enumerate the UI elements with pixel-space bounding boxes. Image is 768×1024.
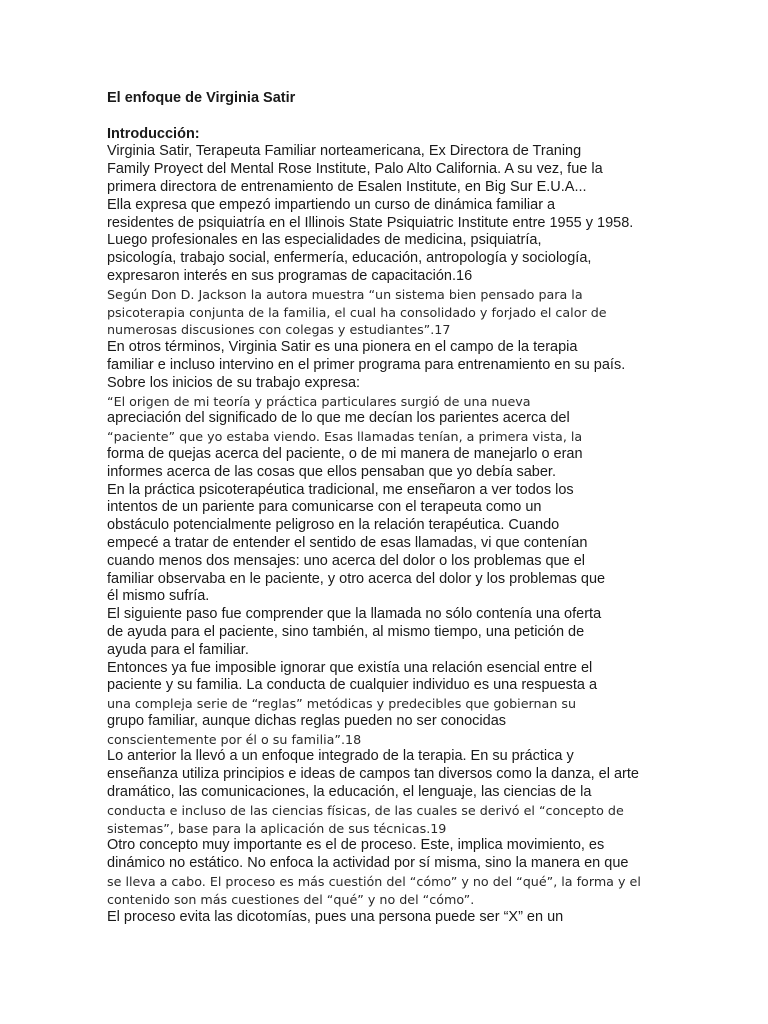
text-line: Entonces ya fue imposible ignorar que existía una relación esencial entre el xyxy=(107,659,593,676)
text-line: conducta e incluso de las ciencias físicas, de las cuales se derivó el “concepto de xyxy=(107,802,624,818)
text-line: empecé a tratar de entender el sentido de esas llamadas, vi que contenían xyxy=(107,534,588,551)
text-line: familiar e incluso intervino en el primer programa para entrenamiento en su país. xyxy=(107,356,626,373)
text-line: psicoterapia conjunta de la familia, el cual ha consolidado y forjado el calor de xyxy=(107,304,607,320)
document-page xyxy=(107,90,707,926)
text-line: Según Don D. Jackson la autora muestra “un sistema bien pensado para la xyxy=(107,286,583,302)
text-line: dinámico no estático. No enfoca la actividad por sí misma, sino la manera en que xyxy=(107,855,629,872)
text-line: forma de quejas acerca del paciente, o de mi manera de manejarlo o eran xyxy=(107,445,583,462)
text-line: Sobre los inicios de su trabajo expresa: xyxy=(107,374,361,391)
text-line: una compleja serie de “reglas” metódicas y predecibles que gobiernan su xyxy=(107,696,577,712)
section-heading: Introducción: xyxy=(107,125,200,142)
text-line: residentes de psiquiatría en el Illinois State Psiquiatric Institute entre 1955 y 1958. xyxy=(107,214,634,231)
text-line: de ayuda para el paciente, sino también, al mismo tiempo, una petición de xyxy=(107,623,585,640)
text-line: conscientemente por él o su familia”.18 xyxy=(107,731,362,747)
text-line: informes acerca de las cosas que ellos pensaban que yo debía saber. xyxy=(107,463,556,480)
text-line: grupo familiar, aunque dichas reglas pueden no ser conocidas xyxy=(107,712,507,729)
text-line: El proceso evita las dicotomías, pues una persona puede ser “X” en un xyxy=(107,908,564,925)
text-line: intentos de un pariente para comunicarse con el terapeuta como un xyxy=(107,499,542,516)
text-line: dramático, las comunicaciones, la educación, el lenguaje, las ciencias de la xyxy=(107,784,592,801)
text-line: contenido son más cuestiones del “qué” y no del “cómo”. xyxy=(107,891,475,907)
text-line: Luego profesionales en las especialidades de medicina, psiquiatría, xyxy=(107,232,542,249)
text-line: El siguiente paso fue comprender que la llamada no sólo contenía una oferta xyxy=(107,606,602,623)
text-line: cuando menos dos mensajes: uno acerca del dolor o los problemas que el xyxy=(107,552,585,569)
text-line: Ella expresa que empezó impartiendo un curso de dinámica familiar a xyxy=(107,196,556,213)
text-line: Family Proyect del Mental Rose Institute, Palo Alto California. A su vez, fue la xyxy=(107,161,603,178)
document-title: El enfoque de Virginia Satir xyxy=(107,90,296,106)
text-line: paciente y su familia. La conducta de cualquier individuo es una respuesta a xyxy=(107,677,598,694)
text-line: ayuda para el familiar. xyxy=(107,641,249,658)
text-line: él mismo sufría. xyxy=(107,588,210,605)
text-line: En la práctica psicoterapéutica tradicional, me enseñaron a ver todos los xyxy=(107,481,574,498)
text-line: Lo anterior la llevó a un enfoque integrado de la terapia. En su práctica y xyxy=(107,748,574,765)
text-line: sistemas”, base para la aplicación de sus técnicas.19 xyxy=(107,820,447,836)
text-line: familiar observaba en le paciente, y otro acerca del dolor y los problemas que xyxy=(107,570,606,587)
text-line: se lleva a cabo. El proceso es más cuestión del “cómo” y no del “qué”, la forma y el xyxy=(107,874,641,890)
text-line: Virginia Satir, Terapeuta Familiar norteamericana, Ex Directora de Traning xyxy=(107,143,582,160)
text-line: “El origen de mi teoría y práctica particulares surgió de una nueva xyxy=(107,393,531,409)
text-line: “paciente” que yo estaba viendo. Esas llamadas tenían, a primera vista, la xyxy=(107,429,583,445)
text-line: enseñanza utiliza principios e ideas de campos tan diversos como la danza, el arte xyxy=(107,766,639,783)
text-line: apreciación del significado de lo que me decían los parientes acerca del xyxy=(107,410,570,427)
body-text xyxy=(107,143,707,926)
text-line: En otros términos, Virginia Satir es una pionera en el campo de la terapia xyxy=(107,339,578,356)
text-line: numerosas discusiones con colegas y estudiantes”.17 xyxy=(107,322,451,338)
text-line: psicología, trabajo social, enfermería, educación, antropología y sociología, xyxy=(107,250,592,267)
text-line: Otro concepto muy importante es el de proceso. Este, implica movimiento, es xyxy=(107,837,605,854)
text-line: obstáculo potencialmente peligroso en la relación terapéutica. Cuando xyxy=(107,517,560,534)
text-line: primera directora de entrenamiento de Esalen Institute, en Big Sur E.U.A... xyxy=(107,178,587,195)
text-line: expresaron interés en sus programas de capacitación.16 xyxy=(107,267,473,284)
